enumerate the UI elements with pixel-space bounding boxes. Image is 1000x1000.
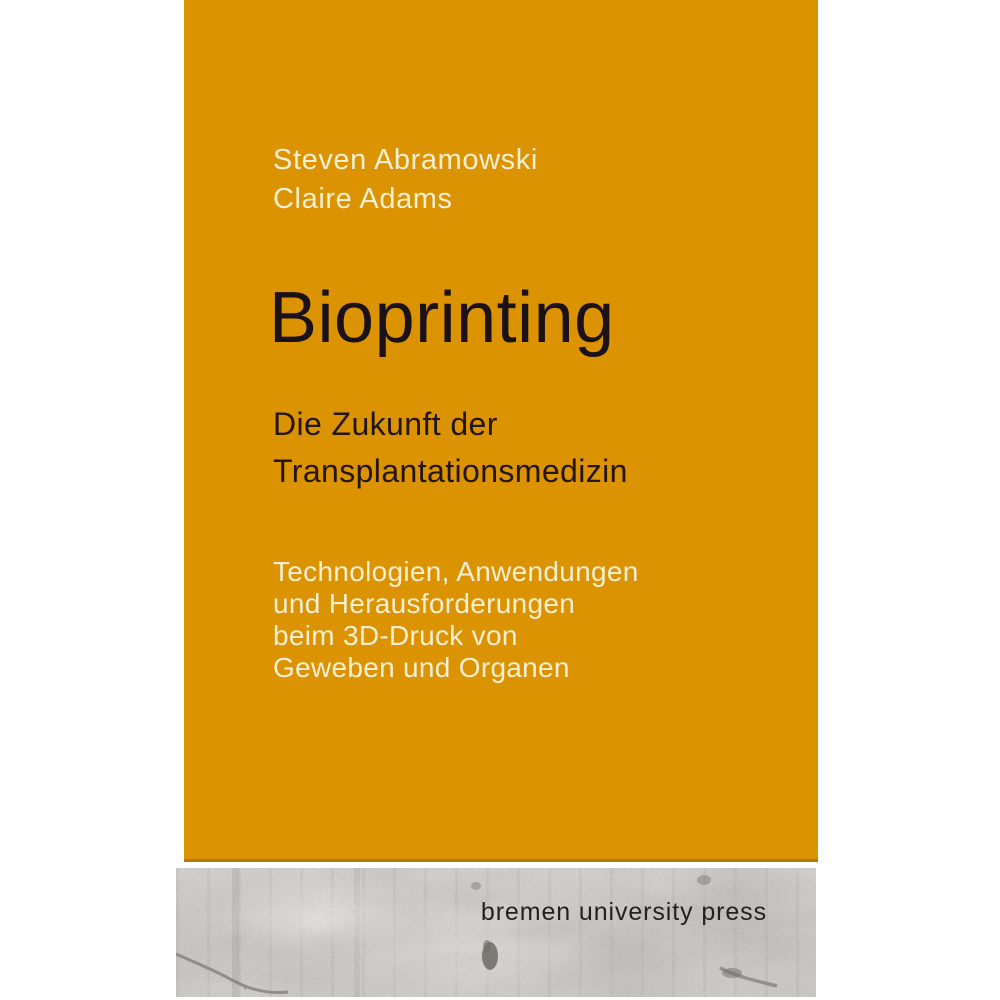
concrete-texture [176, 868, 816, 997]
subtitle-line-1: Die Zukunft der [273, 406, 498, 442]
tagline-line-3: beim 3D-Druck von [273, 620, 518, 651]
cover-front [184, 0, 818, 862]
book-subtitle [273, 401, 628, 495]
tagline-line-1: Technologien, Anwendungen [273, 556, 639, 587]
tagline-line-2: und Herausforderungen [273, 588, 576, 619]
author-name-2: Claire Adams [273, 183, 453, 215]
book-title: Bioprinting [269, 278, 615, 358]
tagline-line-4: Geweben und Organen [273, 652, 570, 683]
publisher-name: bremen university press [480, 898, 767, 926]
book-tagline [273, 556, 639, 684]
subtitle-line-2: Transplantationsmedizin [273, 453, 628, 489]
author-name-1: Steven Abramowski [273, 144, 538, 176]
author-names [273, 141, 538, 219]
publisher-band [176, 868, 816, 997]
